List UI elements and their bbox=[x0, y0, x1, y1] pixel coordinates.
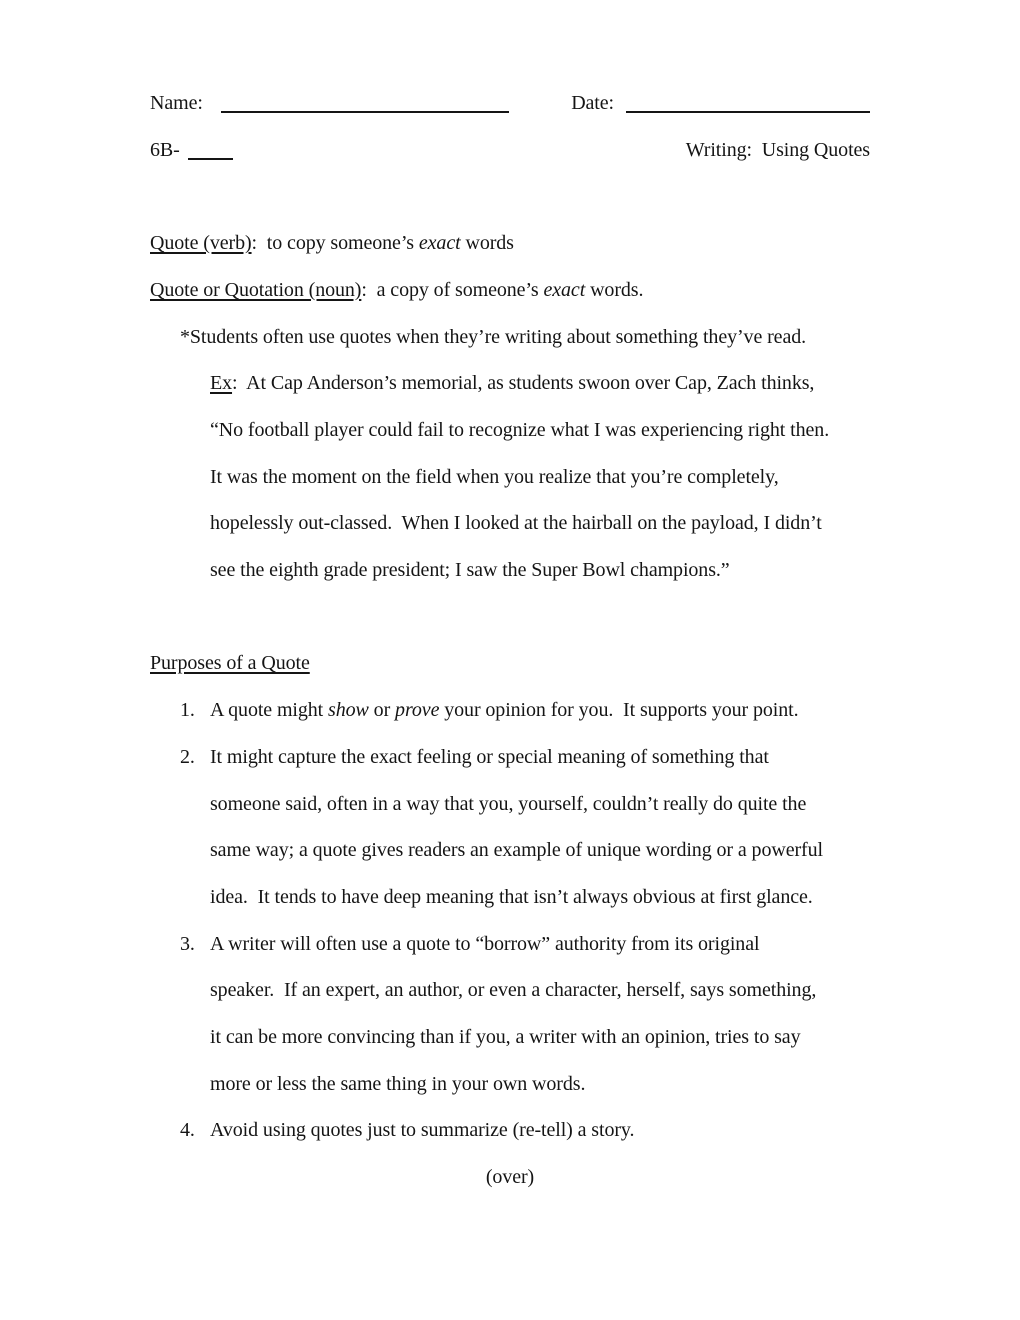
underlined-text: Ex bbox=[210, 372, 233, 395]
blank-line bbox=[150, 594, 870, 641]
text-segment: someone said, often in a way that you, yourself, couldn’t really do quite the bbox=[210, 792, 807, 815]
text-segment: speaker. If an expert, an author, or even a character, herself, says something, bbox=[210, 979, 817, 1002]
text-segment: A writer will often use a quote to “borrow” authority from its original bbox=[210, 932, 760, 955]
list-item-1 bbox=[150, 687, 870, 734]
text-segment: Avoid using quotes just to summarize (re-tell) a story. bbox=[210, 1119, 635, 1142]
definition-quote-noun bbox=[150, 267, 870, 314]
text-segment: A quote might bbox=[210, 699, 329, 722]
text-segment: or bbox=[368, 699, 396, 722]
text-segment: it can be more convincing than if you, a writer with an opinion, tries to say bbox=[210, 1026, 801, 1049]
italic-text: prove bbox=[395, 699, 440, 722]
list-item-3-continued bbox=[150, 967, 870, 1014]
section-blank bbox=[188, 152, 233, 160]
name-label: Name: bbox=[150, 92, 203, 114]
text-segment: same way; a quote gives readers an example of unique wording or a powerful bbox=[210, 839, 823, 862]
date-blank bbox=[626, 105, 870, 113]
italic-text: exact bbox=[543, 278, 586, 301]
blank-line bbox=[150, 173, 870, 220]
list-number: 1. bbox=[180, 699, 195, 722]
page-title: Writing: Using Quotes bbox=[685, 138, 870, 161]
list-item-2-continued bbox=[150, 827, 870, 874]
text-segment: hopelessly out-classed. When I looked at the hairball on the payload, I didn’t bbox=[210, 512, 822, 535]
text-segment: “No football player could fail to recognize what I was experiencing right then. bbox=[210, 418, 830, 441]
list-item-2-continued bbox=[150, 874, 870, 921]
underlined-text: Purposes of a Quote bbox=[150, 652, 310, 675]
italic-text: exact bbox=[418, 232, 461, 255]
section-field-group bbox=[150, 127, 233, 174]
example-line bbox=[150, 407, 870, 454]
list-item-2 bbox=[150, 734, 870, 781]
text-segment: : At Cap Anderson’s memorial, as students swoon over Cap, Zach thinks, bbox=[232, 372, 815, 395]
text-segment: words bbox=[460, 232, 514, 255]
underlined-text: Quote or Quotation (noun) bbox=[150, 278, 362, 301]
example-line bbox=[150, 454, 870, 501]
list-item-3-continued bbox=[150, 1061, 870, 1108]
list-number: 2. bbox=[180, 745, 195, 768]
underlined-text: Quote (verb) bbox=[150, 232, 252, 255]
text-segment: idea. It tends to have deep meaning that isn’t always obvious at first glance. bbox=[210, 885, 813, 908]
document-body bbox=[150, 173, 870, 1200]
date-field-group bbox=[571, 80, 870, 127]
text-segment: It might capture the exact feeling or special meaning of something that bbox=[210, 745, 769, 768]
section-title-row bbox=[150, 127, 870, 174]
text-segment: (over) bbox=[485, 1166, 535, 1189]
list-item-3-continued bbox=[150, 1014, 870, 1061]
text-segment: It was the moment on the field when you realize that you’re completely, bbox=[210, 465, 779, 488]
name-field-group bbox=[150, 80, 509, 127]
list-item-3 bbox=[150, 921, 870, 968]
definition-quote-verb bbox=[150, 220, 870, 267]
text-segment: *Students often use quotes when they’re writing about something they’ve read. bbox=[180, 325, 807, 348]
text-segment: : a copy of someone’s bbox=[361, 278, 544, 301]
note-students bbox=[150, 314, 870, 361]
list-item-2-continued bbox=[150, 781, 870, 828]
over-label bbox=[150, 1154, 870, 1201]
example-line bbox=[150, 547, 870, 594]
text-segment: more or less the same thing in your own words. bbox=[210, 1072, 586, 1095]
list-number: 4. bbox=[180, 1119, 195, 1142]
italic-text: show bbox=[328, 699, 369, 722]
text-segment: : to copy someone’s bbox=[251, 232, 419, 255]
list-number: 3. bbox=[180, 932, 195, 955]
list-item-4 bbox=[150, 1107, 870, 1154]
text-segment: words. bbox=[585, 278, 644, 301]
section-label: 6B- bbox=[150, 138, 180, 161]
example-line bbox=[150, 500, 870, 547]
date-label: Date: bbox=[571, 92, 614, 114]
name-date-row bbox=[150, 80, 870, 127]
text-segment: see the eighth grade president; I saw the Super Bowl champions.” bbox=[210, 559, 730, 582]
example-line bbox=[150, 360, 870, 407]
text-segment: your opinion for you. It supports your point. bbox=[439, 699, 799, 722]
section-heading-purposes bbox=[150, 640, 870, 687]
name-blank bbox=[221, 105, 509, 113]
